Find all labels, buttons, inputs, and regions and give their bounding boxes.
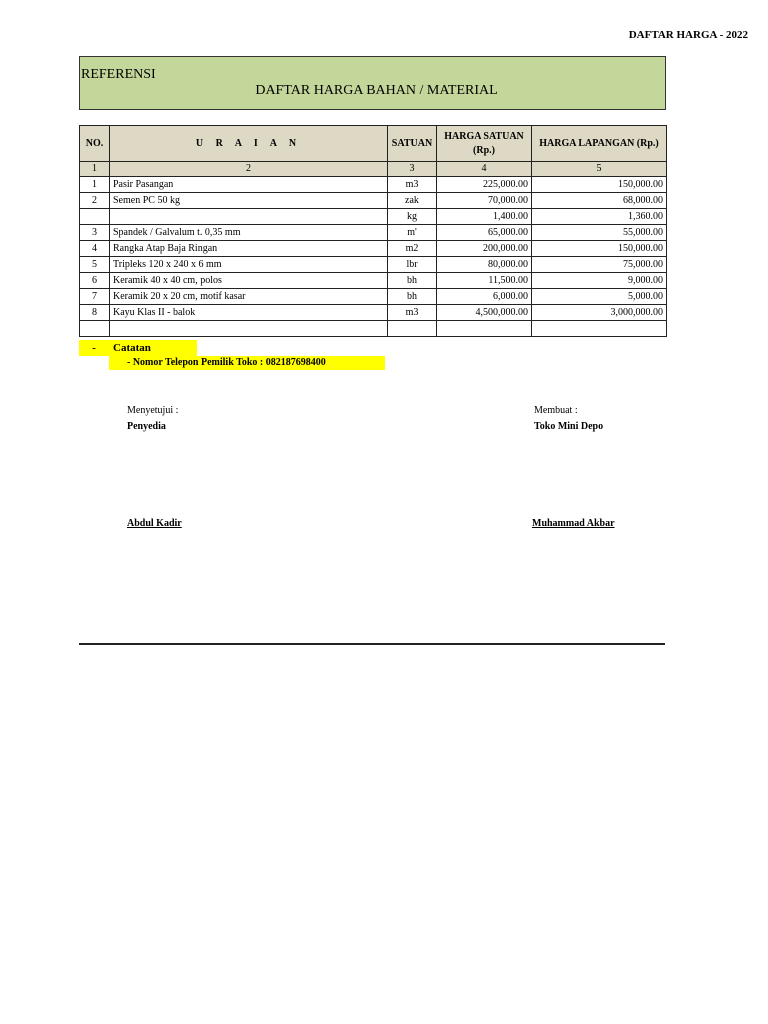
cell-uraian xyxy=(110,209,388,225)
cell-uraian: Spandek / Galvalum t. 0,35 mm xyxy=(110,225,388,241)
column-number: 3 xyxy=(388,162,437,177)
cell-lapangan: 5,000.00 xyxy=(532,289,667,305)
cell-harga: 4,500,000.00 xyxy=(437,305,532,321)
column-number: 5 xyxy=(532,162,667,177)
table-row xyxy=(80,257,667,273)
cell-no: 2 xyxy=(80,193,110,209)
cell-uraian: Kayu Klas II - balok xyxy=(110,305,388,321)
column-header-no: NO. xyxy=(80,126,110,162)
table-row xyxy=(80,305,667,321)
column-header-harga-lapangan: HARGA LAPANGAN (Rp.) xyxy=(532,126,667,162)
cell-uraian: Semen PC 50 kg xyxy=(110,193,388,209)
cell-harga: 200,000.00 xyxy=(437,241,532,257)
table-row xyxy=(80,209,667,225)
cell-lapangan: 75,000.00 xyxy=(532,257,667,273)
cell-satuan: m' xyxy=(388,225,437,241)
approver-role: Penyedia xyxy=(127,421,166,432)
cell-lapangan: 55,000.00 xyxy=(532,225,667,241)
notes-phone-line: - Nomor Telepon Pemilik Toko : 082187698400 xyxy=(109,356,385,370)
maker-caption: Membuat : xyxy=(534,405,578,416)
bottom-divider xyxy=(79,643,665,645)
cell-harga: 65,000.00 xyxy=(437,225,532,241)
cell-lapangan: 150,000.00 xyxy=(532,241,667,257)
cell-lapangan: 68,000.00 xyxy=(532,193,667,209)
price-table xyxy=(79,125,667,337)
table-row xyxy=(80,241,667,257)
reference-label: REFERENSI xyxy=(81,67,156,82)
notes-title: Catatan xyxy=(109,340,197,356)
table-row xyxy=(80,321,667,337)
cell-uraian: Pasir Pasangan xyxy=(110,177,388,193)
cell-satuan: kg xyxy=(388,209,437,225)
cell-no: 4 xyxy=(80,241,110,257)
cell-uraian: Keramik 40 x 40 cm, polos xyxy=(110,273,388,289)
cell-lapangan xyxy=(532,321,667,337)
cell-harga: 225,000.00 xyxy=(437,177,532,193)
cell-lapangan: 9,000.00 xyxy=(532,273,667,289)
cell-no: 8 xyxy=(80,305,110,321)
cell-lapangan: 150,000.00 xyxy=(532,177,667,193)
cell-satuan: m3 xyxy=(388,305,437,321)
cell-uraian: Keramik 20 x 20 cm, motif kasar xyxy=(110,289,388,305)
cell-satuan xyxy=(388,321,437,337)
cell-harga: 70,000.00 xyxy=(437,193,532,209)
cell-satuan: bh xyxy=(388,273,437,289)
notes-bullet: - xyxy=(79,340,109,356)
column-number: 2 xyxy=(110,162,388,177)
document-header-label: DAFTAR HARGA - 2022 xyxy=(628,29,748,41)
cell-harga: 1,400.00 xyxy=(437,209,532,225)
column-number: 1 xyxy=(80,162,110,177)
approver-name: Abdul Kadir xyxy=(127,518,182,529)
table-row xyxy=(80,289,667,305)
table-row xyxy=(80,193,667,209)
approver-caption: Menyetujui : xyxy=(127,405,179,416)
cell-satuan: lbr xyxy=(388,257,437,273)
cell-satuan: m3 xyxy=(388,177,437,193)
maker-role: Toko Mini Depo xyxy=(534,421,604,432)
column-header-harga-satuan: HARGA SATUAN (Rp.) xyxy=(437,126,532,162)
cell-no: 1 xyxy=(80,177,110,193)
cell-uraian xyxy=(110,321,388,337)
cell-uraian: Rangka Atap Baja Ringan xyxy=(110,241,388,257)
column-number-row xyxy=(80,162,667,177)
cell-harga: 6,000.00 xyxy=(437,289,532,305)
table-row xyxy=(80,225,667,241)
cell-no: 5 xyxy=(80,257,110,273)
cell-harga: 11,500.00 xyxy=(437,273,532,289)
cell-satuan: bh xyxy=(388,289,437,305)
cell-no: 3 xyxy=(80,225,110,241)
reference-title-box xyxy=(79,56,666,110)
table-row xyxy=(80,273,667,289)
maker-name: Muhammad Akbar xyxy=(532,518,615,529)
cell-no xyxy=(80,209,110,225)
cell-no: 7 xyxy=(80,289,110,305)
cell-satuan: m2 xyxy=(388,241,437,257)
document-title: DAFTAR HARGA BAHAN / MATERIAL xyxy=(255,83,498,98)
table-row xyxy=(80,177,667,193)
cell-uraian: Tripleks 120 x 240 x 6 mm xyxy=(110,257,388,273)
cell-no: 6 xyxy=(80,273,110,289)
cell-harga xyxy=(437,321,532,337)
column-number: 4 xyxy=(437,162,532,177)
table-header-row xyxy=(80,126,667,162)
cell-lapangan: 1,360.00 xyxy=(532,209,667,225)
cell-no xyxy=(80,321,110,337)
column-header-satuan: SATUAN xyxy=(388,126,437,162)
cell-harga: 80,000.00 xyxy=(437,257,532,273)
cell-lapangan: 3,000,000.00 xyxy=(532,305,667,321)
cell-satuan: zak xyxy=(388,193,437,209)
column-header-uraian: U R A I A N xyxy=(110,126,388,162)
